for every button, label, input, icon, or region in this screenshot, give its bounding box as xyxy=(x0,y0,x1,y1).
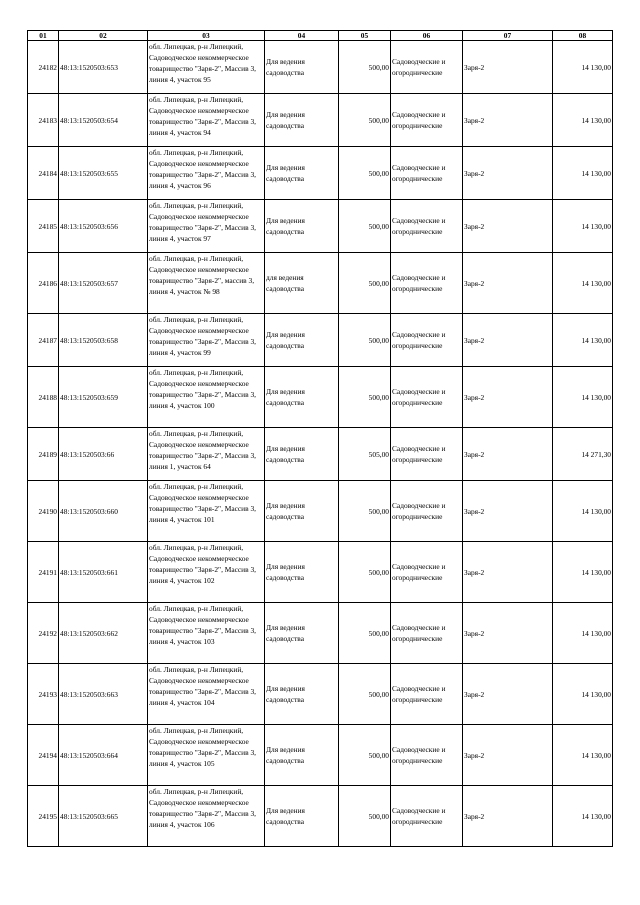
partnership-name-cell: Заря-2 xyxy=(463,200,553,253)
column-header-07: 07 xyxy=(463,31,553,41)
partnership-name-cell: Заря-2 xyxy=(463,147,553,200)
cadastral-value-cell: 14 130,00 xyxy=(553,786,613,847)
address-text: обл. Липецкая, р-н Липецкий, Садоводческое некоммерческое товарищество "Заря-2", Массив 3, линия 4, участок 105 xyxy=(149,725,257,768)
area-cell: 500,00 xyxy=(339,94,391,147)
row-number-cell: 24190 xyxy=(28,481,59,542)
permitted-use-cell: Для ведения садоводства xyxy=(265,147,339,200)
row-number-cell: 24193 xyxy=(28,664,59,725)
partnership-name-cell: Заря-2 xyxy=(463,253,553,314)
area-cell: 500,00 xyxy=(339,542,391,603)
cadastral-number-cell: 48:13:1520503:657 xyxy=(59,253,148,314)
address-cell xyxy=(148,786,265,847)
land-category-cell: Садоводческие и огороднические xyxy=(391,664,463,725)
row-number-cell: 24184 xyxy=(28,147,59,200)
cadastral-value-cell: 14 130,00 xyxy=(553,253,613,314)
partnership-name-cell: Заря-2 xyxy=(463,428,553,481)
partnership-name-cell: Заря-2 xyxy=(463,314,553,367)
header-row xyxy=(28,31,613,41)
table-row xyxy=(28,41,613,94)
cadastral-value-cell: 14 130,00 xyxy=(553,725,613,786)
permitted-use-cell: Для ведения садоводства xyxy=(265,542,339,603)
table-header xyxy=(28,31,613,41)
area-cell: 500,00 xyxy=(339,41,391,94)
land-category-cell: Садоводческие и огороднические xyxy=(391,428,463,481)
permitted-use-cell: Для ведения садоводства xyxy=(265,41,339,94)
land-category-cell: Садоводческие и огороднические xyxy=(391,314,463,367)
table-body xyxy=(28,41,613,847)
address-cell xyxy=(148,664,265,725)
address-cell xyxy=(148,481,265,542)
cadastral-value-cell: 14 130,00 xyxy=(553,603,613,664)
table-row xyxy=(28,725,613,786)
row-number-cell: 24194 xyxy=(28,725,59,786)
row-number-cell: 24185 xyxy=(28,200,59,253)
area-cell: 500,00 xyxy=(339,147,391,200)
address-text: обл. Липецкая, р-н Липецкий, Садоводческое некоммерческое товарищество "Заря-2", Массив 3, линия 4, участок 97 xyxy=(149,200,257,243)
table-row xyxy=(28,481,613,542)
land-plots-table xyxy=(27,30,613,847)
address-text: обл. Липецкая, р-н Липецкий, Садоводческое некоммерческое товарищество "Заря-2", Массив 3, линия 4, участок 100 xyxy=(149,367,257,410)
area-cell: 505,00 xyxy=(339,428,391,481)
row-number-cell: 24189 xyxy=(28,428,59,481)
permitted-use-cell: Для ведения садоводства xyxy=(265,367,339,428)
partnership-name-cell: Заря-2 xyxy=(463,664,553,725)
permitted-use-cell: Для ведения садоводства xyxy=(265,200,339,253)
row-number-cell: 24183 xyxy=(28,94,59,147)
table-row xyxy=(28,603,613,664)
cadastral-value-cell: 14 130,00 xyxy=(553,314,613,367)
address-cell xyxy=(148,428,265,481)
area-cell: 500,00 xyxy=(339,481,391,542)
permitted-use-cell: Для ведения садоводства xyxy=(265,428,339,481)
cadastral-number-cell: 48:13:1520503:663 xyxy=(59,664,148,725)
address-text: обл. Липецкая, р-н Липецкий, Садоводческое некоммерческое товарищество "Заря-2", Массив 3, линия 4, участок 104 xyxy=(149,664,257,707)
cadastral-value-cell: 14 130,00 xyxy=(553,147,613,200)
row-number-cell: 24192 xyxy=(28,603,59,664)
address-text: обл. Липецкая, р-н Липецкий, Садоводческое некоммерческое товарищество "Заря-2", Массив 3, линия 4, участок 94 xyxy=(149,94,257,137)
address-cell xyxy=(148,41,265,94)
table-row xyxy=(28,542,613,603)
land-category-cell: Садоводческие и огороднические xyxy=(391,94,463,147)
cadastral-number-cell: 48:13:1520503:660 xyxy=(59,481,148,542)
address-text: обл. Липецкая, р-н Липецкий, Садоводческое некоммерческое товарищество "Заря-2", Массив 3, линия 4, участок 95 xyxy=(149,41,257,84)
column-header-04: 04 xyxy=(265,31,339,41)
address-text: обл. Липецкая, р-н Липецкий, Садоводческое некоммерческое товарищество "Заря-2", Массив 3, линия 4, участок 103 xyxy=(149,603,257,646)
table-row xyxy=(28,786,613,847)
cadastral-number-cell: 48:13:1520503:66 xyxy=(59,428,148,481)
cadastral-number-cell: 48:13:1520503:653 xyxy=(59,41,148,94)
cadastral-number-cell: 48:13:1520503:662 xyxy=(59,603,148,664)
cadastral-number-cell: 48:13:1520503:656 xyxy=(59,200,148,253)
table-row xyxy=(28,664,613,725)
address-text: обл. Липецкая, р-н Липецкий, Садоводческое некоммерческое товарищество "Заря-2", Массив 3, линия 4, участок 96 xyxy=(149,147,257,190)
partnership-name-cell: Заря-2 xyxy=(463,725,553,786)
area-cell: 500,00 xyxy=(339,786,391,847)
permitted-use-cell: Для ведения садоводства xyxy=(265,603,339,664)
column-header-06: 06 xyxy=(391,31,463,41)
partnership-name-cell: Заря-2 xyxy=(463,603,553,664)
cadastral-value-cell: 14 271,30 xyxy=(553,428,613,481)
land-category-cell: Садоводческие и огороднические xyxy=(391,200,463,253)
address-cell xyxy=(148,367,265,428)
cadastral-number-cell: 48:13:1520503:659 xyxy=(59,367,148,428)
permitted-use-cell: Для ведения садоводства xyxy=(265,725,339,786)
land-category-cell: Садоводческие и огороднические xyxy=(391,253,463,314)
land-category-cell: Садоводческие и огороднические xyxy=(391,481,463,542)
area-cell: 500,00 xyxy=(339,725,391,786)
address-text: обл. Липецкая, р-н Липецкий, Садоводческое некоммерческое товарищество "Заря-2", Массив 3, линия 4, участок 106 xyxy=(149,786,257,829)
address-text: обл. Липецкая, р-н Липецкий, Садоводческое некоммерческое товарищество "Заря-2", Массив 3, линия 1, участок 64 xyxy=(149,428,257,471)
table-row xyxy=(28,253,613,314)
row-number-cell: 24195 xyxy=(28,786,59,847)
table-row xyxy=(28,94,613,147)
land-category-cell: Садоводческие и огороднические xyxy=(391,786,463,847)
permitted-use-cell: Для ведения садоводства xyxy=(265,664,339,725)
cadastral-number-cell: 48:13:1520503:658 xyxy=(59,314,148,367)
address-cell xyxy=(148,200,265,253)
partnership-name-cell: Заря-2 xyxy=(463,786,553,847)
land-category-cell: Садоводческие и огороднические xyxy=(391,603,463,664)
row-number-cell: 24188 xyxy=(28,367,59,428)
column-header-05: 05 xyxy=(339,31,391,41)
column-header-02: 02 xyxy=(59,31,148,41)
partnership-name-cell: Заря-2 xyxy=(463,94,553,147)
permitted-use-cell: Для ведения садоводства xyxy=(265,786,339,847)
cadastral-value-cell: 14 130,00 xyxy=(553,41,613,94)
column-header-01: 01 xyxy=(28,31,59,41)
area-cell: 500,00 xyxy=(339,314,391,367)
address-cell xyxy=(148,253,265,314)
cadastral-value-cell: 14 130,00 xyxy=(553,664,613,725)
address-cell xyxy=(148,542,265,603)
area-cell: 500,00 xyxy=(339,367,391,428)
column-header-08: 08 xyxy=(553,31,613,41)
cadastral-number-cell: 48:13:1520503:655 xyxy=(59,147,148,200)
area-cell: 500,00 xyxy=(339,664,391,725)
permitted-use-cell: Для ведения садоводства xyxy=(265,94,339,147)
land-category-cell: Садоводческие и огороднические xyxy=(391,147,463,200)
address-text: обл. Липецкая, р-н Липецкий, Садоводческое некоммерческое товарищество "Заря-2", массив 3, линия 4, участок № 98 xyxy=(149,253,255,296)
cadastral-value-cell: 14 130,00 xyxy=(553,367,613,428)
column-header-03: 03 xyxy=(148,31,265,41)
address-text: обл. Липецкая, р-н Липецкий, Садоводческое некоммерческое товарищество "Заря-2", Массив 3, линия 4, участок 102 xyxy=(149,542,257,585)
area-cell: 500,00 xyxy=(339,253,391,314)
row-number-cell: 24187 xyxy=(28,314,59,367)
row-number-cell: 24191 xyxy=(28,542,59,603)
address-cell xyxy=(148,94,265,147)
land-category-cell: Садоводческие и огороднические xyxy=(391,41,463,94)
address-cell xyxy=(148,725,265,786)
land-category-cell: Садоводческие и огороднические xyxy=(391,542,463,603)
row-number-cell: 24182 xyxy=(28,41,59,94)
address-text: обл. Липецкая, р-н Липецкий, Садоводческое некоммерческое товарищество "Заря-2", Массив 3, линия 4, участок 99 xyxy=(149,314,257,357)
cadastral-number-cell: 48:13:1520503:665 xyxy=(59,786,148,847)
cadastral-value-cell: 14 130,00 xyxy=(553,542,613,603)
address-cell xyxy=(148,603,265,664)
partnership-name-cell: Заря-2 xyxy=(463,367,553,428)
partnership-name-cell: Заря-2 xyxy=(463,41,553,94)
table-row xyxy=(28,428,613,481)
cadastral-value-cell: 14 130,00 xyxy=(553,481,613,542)
table-row xyxy=(28,367,613,428)
permitted-use-cell: Для ведения садоводства xyxy=(265,314,339,367)
cadastral-number-cell: 48:13:1520503:654 xyxy=(59,94,148,147)
partnership-name-cell: Заря-2 xyxy=(463,542,553,603)
cadastral-value-cell: 14 130,00 xyxy=(553,94,613,147)
row-number-cell: 24186 xyxy=(28,253,59,314)
table-row xyxy=(28,314,613,367)
area-cell: 500,00 xyxy=(339,200,391,253)
land-category-cell: Садоводческие и огороднические xyxy=(391,725,463,786)
address-text: обл. Липецкая, р-н Липецкий, Садоводческое некоммерческое товарищество "Заря-2", Массив 3, линия 4, участок 101 xyxy=(149,481,257,524)
area-cell: 500,00 xyxy=(339,603,391,664)
cadastral-value-cell: 14 130,00 xyxy=(553,200,613,253)
cadastral-number-cell: 48:13:1520503:661 xyxy=(59,542,148,603)
address-cell xyxy=(148,147,265,200)
table-row xyxy=(28,200,613,253)
permitted-use-cell: для ведения садоводства xyxy=(265,253,339,314)
table-row xyxy=(28,147,613,200)
partnership-name-cell: Заря-2 xyxy=(463,481,553,542)
land-category-cell: Садоводческие и огороднические xyxy=(391,367,463,428)
cadastral-number-cell: 48:13:1520503:664 xyxy=(59,725,148,786)
permitted-use-cell: Для ведения садоводства xyxy=(265,481,339,542)
address-cell xyxy=(148,314,265,367)
